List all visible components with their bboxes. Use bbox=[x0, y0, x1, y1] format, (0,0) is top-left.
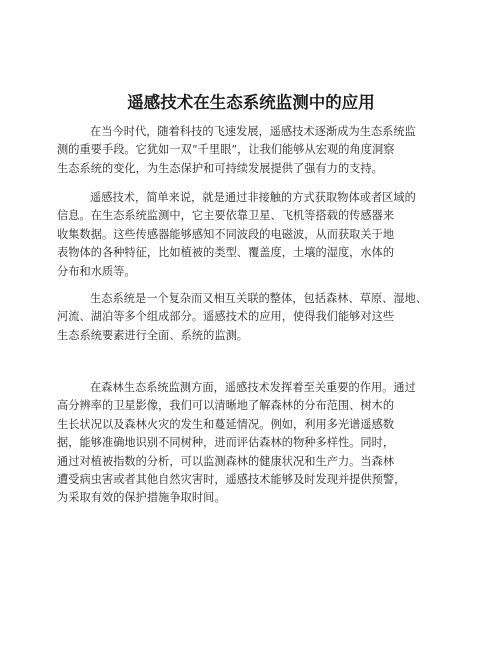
paragraph-line: 据，能够准确地识别不同树种，进而评估森林的物种多样性。同时， bbox=[57, 436, 395, 450]
paragraph-line: 测的重要手段。它犹如一双“千里眼”，让我们能够从宏观的角度洞察 bbox=[57, 143, 395, 157]
paragraph-line: 生态系统是一个复杂而又相互关联的整体，包括森林、草原、湿地、 bbox=[90, 292, 428, 305]
paragraph-1 bbox=[57, 123, 457, 178]
paragraph-line: 遥感技术，简单来说，就是通过非接触的方式获取物体或者区域的 bbox=[90, 191, 416, 204]
paragraph-line: 在当今时代，随着科技的飞速发展，遥感技术逐渐成为生态系统监 bbox=[90, 125, 416, 138]
paragraph-2 bbox=[57, 189, 457, 281]
paragraph-line: 分布和水质等。 bbox=[57, 264, 136, 278]
paragraph-line: 生态系统的变化，为生态保护和可持续发展提供了强有力的支持。 bbox=[57, 161, 383, 175]
paragraph-line: 生态系统要素进行全面、系统的监测。 bbox=[57, 328, 249, 342]
paragraph-line: 通过对植被指数的分析，可以监测森林的健康状况和生产力。当森林 bbox=[57, 454, 395, 468]
paragraph-line: 在森林生态系统监测方面，遥感技术发挥着至关重要的作用。通过 bbox=[90, 381, 416, 394]
paragraph-line: 遭受病虫害或者其他自然灾害时，遥感技术能够及时发现并提供预警， bbox=[57, 473, 406, 487]
paragraph-line: 高分辨率的卫星影像，我们可以清晰地了解森林的分布范围、树木的 bbox=[57, 399, 395, 413]
paragraph-line: 河流、湖泊等多个组成部分。遥感技术的应用，使得我们能够对这些 bbox=[57, 310, 395, 324]
paragraph-line: 收集数据。这些传感器能够感知不同波段的电磁波，从而获取关于地 bbox=[57, 227, 395, 241]
paragraph-4 bbox=[57, 379, 457, 508]
paragraph-line: 表物体的各种特征，比如植被的类型、覆盖度，土壤的湿度，水体的 bbox=[57, 246, 395, 260]
document-title: 遥感技术在生态系统监测中的应用 bbox=[127, 93, 375, 112]
paragraph-line: 信息。在生态系统监测中，它主要依靠卫星、飞机等搭载的传感器来 bbox=[57, 209, 395, 223]
paragraph-line: 为采取有效的保护措施争取时间。 bbox=[57, 491, 226, 505]
paragraph-3 bbox=[57, 290, 457, 345]
paragraph-line: 生长状况以及森林火灾的发生和蔓延情况。例如，利用多光谱遥感数 bbox=[57, 417, 395, 431]
